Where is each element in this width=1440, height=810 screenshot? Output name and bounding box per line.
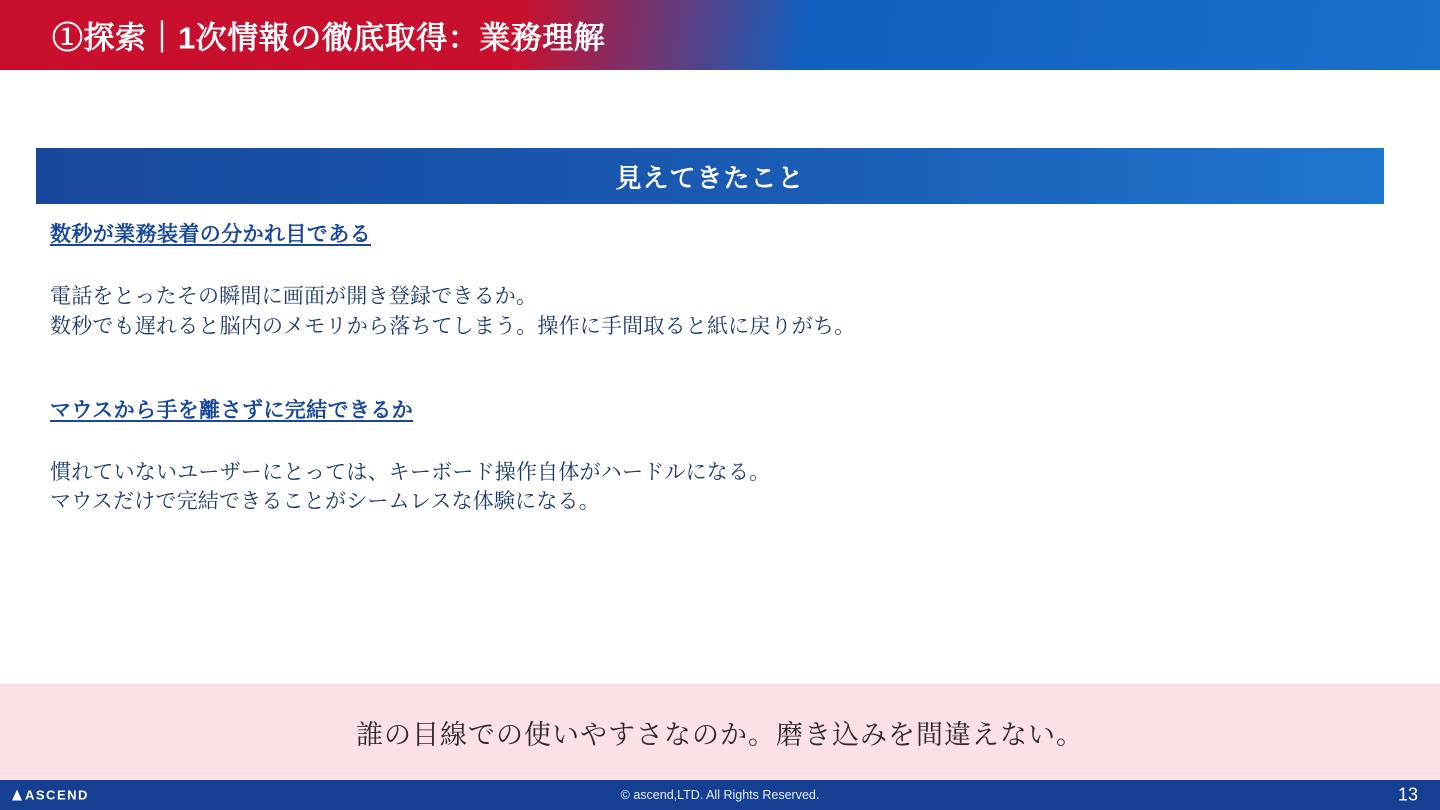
insight-line: マウスだけで完結できることがシームレスな体験になる。 xyxy=(50,490,600,514)
slide-header xyxy=(0,0,1440,70)
insight-line: 数秒でも遅れると脳内のメモリから落ちてしまう。操作に手間取ると紙に戻りがち。 xyxy=(50,314,856,338)
page-number: 13 xyxy=(1397,784,1418,805)
highlight-strip xyxy=(0,684,1440,780)
insight-line: 電話をとったその瞬間に画面が開き登録できるか。 xyxy=(50,285,538,308)
highlight-text: 誰の目線での使いやすさなのか。磨き込みを間違えない。 xyxy=(356,719,1084,750)
insight-heading: マウスから手を離さずに完結できるか xyxy=(50,398,414,422)
content-area xyxy=(50,218,1390,547)
bottom-bar xyxy=(0,780,1440,810)
page-title: ①探索｜1次情報の徹底取得：業務理解 xyxy=(52,20,606,56)
copyright-text: © ascend,LTD. All Rights Reserved. xyxy=(620,788,820,802)
section-band xyxy=(36,148,1384,204)
section-band-title: 見えてきたこと xyxy=(615,162,805,193)
insight-block-2 xyxy=(50,394,1390,518)
brand-name: ASCEND xyxy=(25,787,89,803)
insight-line: 慣れていないユーザーにとっては、キーボード操作自体がハードルになる。 xyxy=(50,460,771,484)
insight-block-1 xyxy=(50,218,1390,342)
insight-heading: 数秒が業務装着の分かれ目である xyxy=(50,223,371,246)
